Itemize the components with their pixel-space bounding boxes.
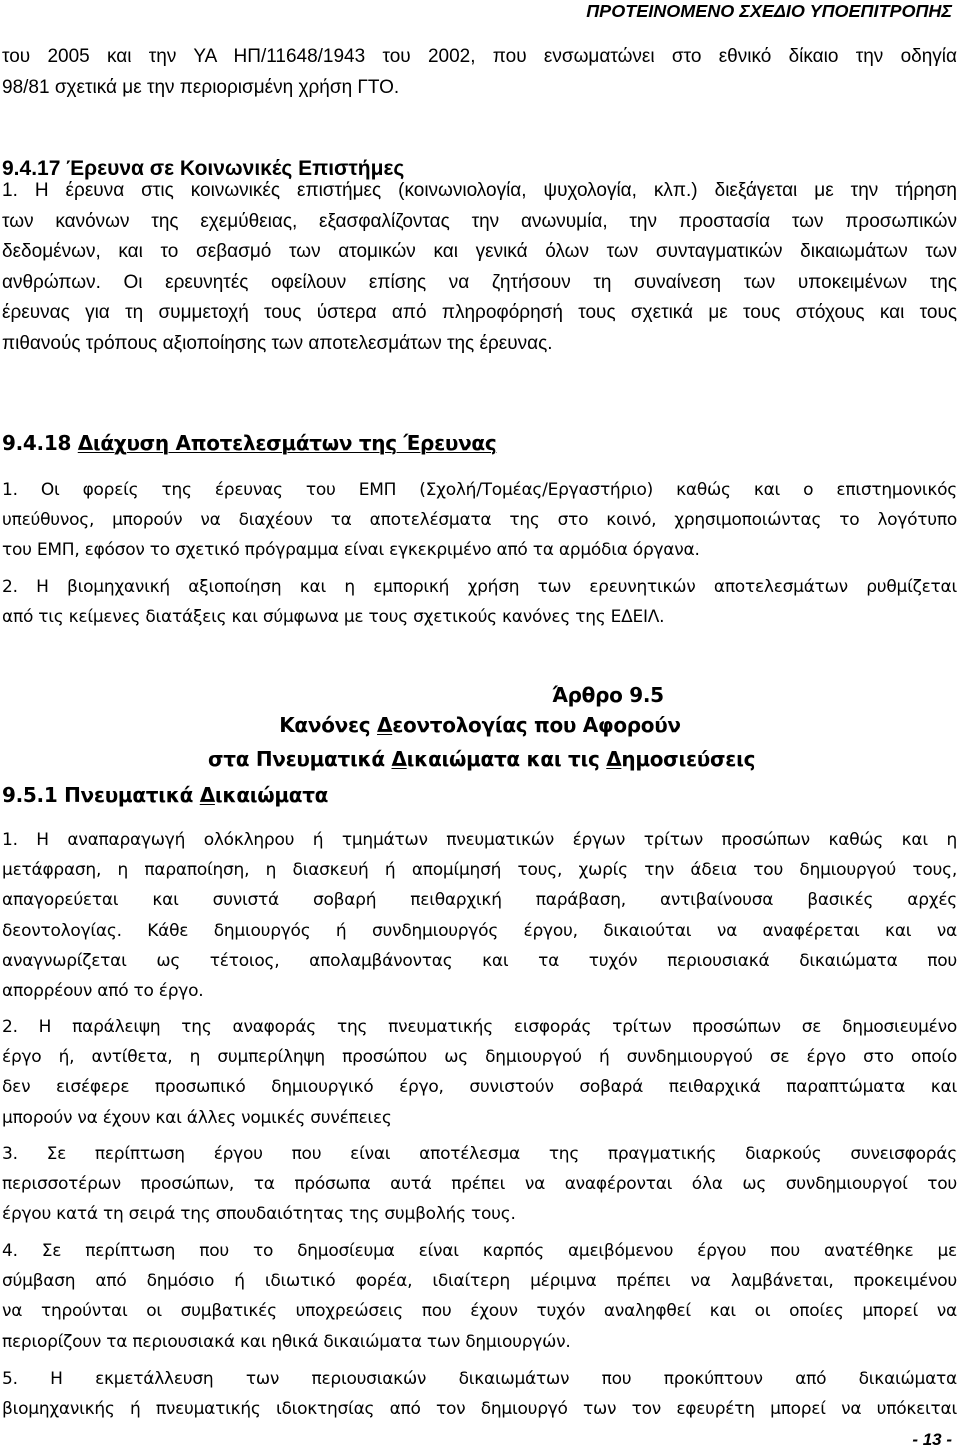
text-line: σύμβαση από δημόσιο ή ιδιωτικό φορέα, ιδιαίτερη μέριμνα πρέπει να λαμβάνεται, προκειμένου xyxy=(2,1271,957,1292)
text-line: του ΕΜΠ, εφόσον το σχετικό πρόγραμμα είναι εγκεκριμένο από τα αρμόδια όργανα. xyxy=(2,540,700,561)
article-subtitle-1: Κανόνες Δεοντολογίας που Αφορούν xyxy=(279,713,681,737)
text-line: απορρέουν από το έργο. xyxy=(2,981,204,1002)
text-line: δεδομένων, και το σεβασμό των ατομικών και γενικά όλων των συνταγματικών δικαιωμάτων των xyxy=(2,241,957,262)
text-line: από τις κείμενες διατάξεις και σύμφωνα με τους σχετικούς κανόνες της ΕΔΕΙΛ. xyxy=(2,607,665,628)
section-heading-9-4-17: 9.4.17 Έρευνα σε Κοινωνικές Επιστήμες xyxy=(2,157,405,180)
text-line: μετάφραση, η παραποίηση, η διασκευή ή απομίμησή τους, χωρίς την άδεια του δημιουργού τους, xyxy=(2,860,957,881)
text-line: αναγνωρίζεται ως τέτοιος, απολαμβάνοντας και τα τυχόν περιουσιακά δικαιώματα που xyxy=(2,950,957,971)
rights-paragraph-1 xyxy=(2,825,957,1006)
text-line: μπορούν να έχουν και άλλες νομικές συνέπειες xyxy=(2,1107,392,1128)
text-line: έργο ή, αντίθετα, η συμπερίληψη προσώπου ως δημιουργού ή συνδημιουργού σε έργο στο οποίο xyxy=(2,1047,957,1068)
text-line: υπεύθυνος, μπορούν να διαχέουν τα αποτελέσματα της στο κοινό, χρησιμοποιώντας το λογότυπο xyxy=(2,510,957,531)
text-line: 2. Η βιομηχανική αξιοποίηση και η εμπορική χρήση των ερευνητικών αποτελεσμάτων ρυθμίζεται xyxy=(2,577,957,597)
article-title: Άρθρο 9.5 xyxy=(552,683,664,707)
text-line: 2. Η παράλειψη της αναφοράς της πνευματικής εισφοράς τρίτων προσώπων σε δημοσιευμένο xyxy=(2,1017,957,1037)
text-line: ανθρώπων. Οι ερευνητές οφείλουν επίσης να ζητήσουν τη συναίνεση των υποκειμένων της xyxy=(2,271,957,293)
article-subtitle-2: στα Πνευματικά Δικαιώματα και τις Δημοσιεύσεις xyxy=(208,747,756,771)
text-line: δεοντολογίας. Κάθε δημιουργός ή συνδημιουργός έργου, δικαιούται να αναφέρεται και να xyxy=(2,920,957,941)
text-line: του 2005 και την ΥΑ ΗΠ/11648/1943 του 2002, που ενσωματώνει στο εθνικό δίκαιο την οδηγία xyxy=(2,46,957,67)
text-line: 1. Η έρευνα στις κοινωνικές επιστήμες (κοινωνιολογία, ψυχολογία, κλπ.) διεξάγεται με την τήρηση xyxy=(2,180,957,201)
text-line: δεν εισέφερε προσωπικό δημιουργικό έργο, συνιστούν σοβαρά πειθαρχικά παραπτώματα και xyxy=(2,1077,957,1098)
text-line: 3. Σε περίπτωση έργου που είναι αποτέλεσμα της πραγματικής διαρκούς συνεισφοράς xyxy=(2,1144,957,1164)
intro-paragraph xyxy=(2,42,957,103)
section-heading-9-5-1: 9.5.1 Πνευματικά Δικαιώματα xyxy=(2,783,329,807)
rights-paragraph-3 xyxy=(2,1139,957,1230)
running-header: ΠΡΟΤΕΙΝΟΜΕΝΟ ΣΧΕΔΙΟ ΥΠΟΕΠΙΤΡΟΠΗΣ xyxy=(586,1,952,21)
text-line: βιομηχανικής ή πνευματικής ιδιοκτησίας από τον δημιουργό των τον εφευρέτη μπορεί να υπόκειται xyxy=(2,1399,957,1420)
section-title: Διάχυση Αποτελεσμάτων της Έρευνας xyxy=(77,431,497,455)
text-line: να τηρούνται οι συμβατικές υποχρεώσεις που έχουν τυχόν αναληφθεί και οι οποίες μπορεί να xyxy=(2,1301,957,1322)
dissemination-paragraph-2 xyxy=(2,572,957,632)
text-line: έργου κατά τη σειρά της σπουδαιότητας της συμβολής τους. xyxy=(2,1204,516,1225)
text-line: 1. Οι φορείς της έρευνας του ΕΜΠ (Σχολή/Τομέας/Εργαστήριο) καθώς και ο επιστημονικός xyxy=(2,480,957,500)
dissemination-paragraph-1 xyxy=(2,475,957,566)
section-heading-9-4-18 xyxy=(2,431,496,455)
text-line: των κανόνων της εχεμύθειας, εξασφαλίζοντας την ανωνυμία, την προστασία των προσωπικών xyxy=(2,210,957,232)
text-line: 1. Η αναπαραγωγή ολόκληρου ή τμημάτων πνευματικών έργων τρίτων προσώπων καθώς και η xyxy=(2,830,957,850)
social-sciences-paragraph xyxy=(2,176,957,359)
text-line: πιθανούς τρόπους αξιοποίησης των αποτελεσμάτων της έρευνας. xyxy=(2,332,553,354)
rights-paragraph-4 xyxy=(2,1236,957,1357)
text-line: 5. Η εκμετάλλευση των περιουσιακών δικαιωμάτων που προκύπτουν από δικαιώματα xyxy=(2,1369,957,1389)
text-line: έρευνας για τη συμμετοχή τους ύστερα από πληροφόρησή τους σχετικά με τους στόχους και τους xyxy=(2,302,957,323)
page-number: - 13 - xyxy=(912,1430,952,1449)
text-line: απαγορεύεται και συνιστά σοβαρή πειθαρχική παράβαση, αντιβαίνουσα βασικές αρχές xyxy=(2,890,957,911)
rights-paragraph-5 xyxy=(2,1364,957,1424)
text-line: 4. Σε περίπτωση που το δημοσίευμα είναι καρπός αμειβόμενου έργου που ανατέθηκε με xyxy=(2,1241,957,1261)
text-line: περιορίζουν τα περιουσιακά και ηθικά δικαιώματα των δημιουργών. xyxy=(2,1331,571,1352)
text-line: περισσοτέρων προσώπων, τα πρόσωπα αυτά πρέπει να αναφέρονται όλα ως συνδημιουργοί του xyxy=(2,1174,957,1195)
text-line: 98/81 σχετικά με την περιορισμένη χρήση ΓΤΟ. xyxy=(2,76,400,98)
section-number: 9.4.18 xyxy=(2,431,78,455)
rights-paragraph-2 xyxy=(2,1012,957,1133)
